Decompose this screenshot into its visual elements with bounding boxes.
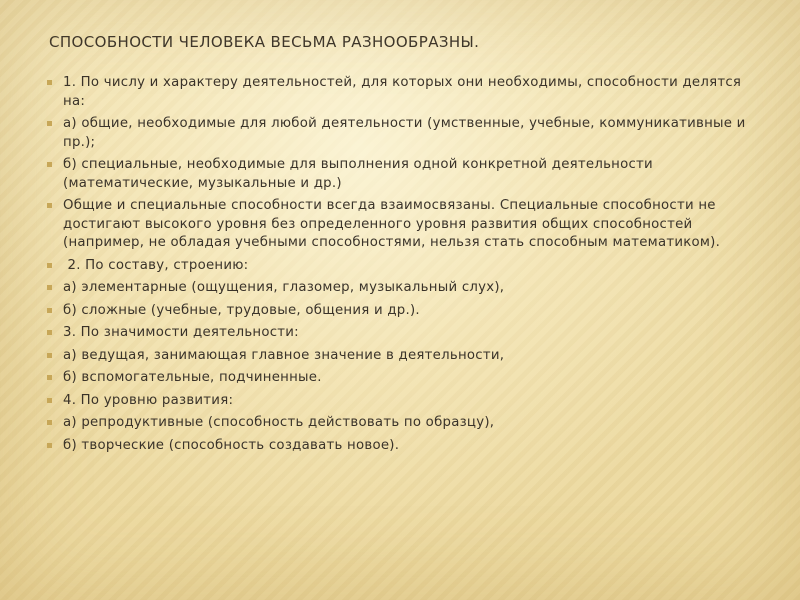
bullet-item bbox=[47, 257, 757, 276]
bullet-marker-icon bbox=[47, 80, 52, 85]
bullet-text: 2. По составу, строению: bbox=[63, 257, 249, 273]
bullet-text: б) творческие (способность создавать новое). bbox=[63, 437, 400, 453]
bullet-item bbox=[47, 302, 757, 321]
bullet-item bbox=[47, 324, 757, 343]
bullet-text: 3. По значимости деятельности: bbox=[63, 325, 299, 340]
bullet-marker-icon bbox=[47, 420, 52, 425]
bullet-marker-icon bbox=[47, 203, 52, 208]
bullet-marker-icon bbox=[47, 162, 52, 167]
bullet-marker-icon bbox=[47, 263, 52, 268]
bullet-marker-icon bbox=[47, 353, 52, 358]
bullet-text: 1. По числу и характеру деятельностей, для которых они необходимы, способности делятся на: bbox=[63, 75, 742, 109]
bullet-text: а) общие, необходимые для любой деятельности (умственные, учебные, коммуникативные и пр.); bbox=[63, 116, 746, 150]
bullet-item bbox=[47, 197, 757, 253]
bullet-text: б) вспомогательные, подчиненные. bbox=[63, 370, 322, 385]
bullet-list bbox=[47, 74, 757, 459]
bullet-item bbox=[47, 347, 757, 366]
bullet-item bbox=[47, 74, 757, 111]
bullet-item bbox=[47, 156, 757, 193]
bullet-marker-icon bbox=[47, 443, 52, 448]
slide-title: СПОСОБНОСТИ ЧЕЛОВЕКА ВЕСЬМА РАЗНООБРАЗНЫ. bbox=[49, 33, 480, 51]
bullet-marker-icon bbox=[47, 308, 52, 313]
bullet-item bbox=[47, 437, 757, 456]
bullet-text: Общие и специальные способности всегда взаимосвязаны. Специальные способности не достигают высокого уровня без определенного уровня развития общих способностей (например, не обладая учебными способностями, нельзя стать способным математиком). bbox=[63, 198, 721, 250]
bullet-marker-icon bbox=[47, 398, 52, 403]
bullet-text: а) элементарные (ощущения, глазомер, музыкальный слух), bbox=[63, 280, 505, 295]
bullet-item bbox=[47, 392, 757, 411]
bullet-item bbox=[47, 414, 757, 433]
bullet-text: а) репродуктивные (способность действовать по образцу), bbox=[63, 415, 495, 430]
bullet-item bbox=[47, 115, 757, 152]
bullet-text: б) сложные (учебные, трудовые, общения и др.). bbox=[63, 302, 420, 318]
bullet-text: а) ведущая, занимающая главное значение в деятельности, bbox=[63, 347, 505, 363]
bullet-text: б) специальные, необходимые для выполнения одной конкретной деятельности (математические, музыкальные и др.) bbox=[63, 157, 653, 191]
bullet-text: 4. По уровню развития: bbox=[63, 392, 234, 408]
bullet-marker-icon bbox=[47, 330, 52, 335]
bullet-item bbox=[47, 279, 757, 298]
bullet-item bbox=[47, 369, 757, 388]
bullet-marker-icon bbox=[47, 375, 52, 380]
bullet-marker-icon bbox=[47, 121, 52, 126]
bullet-marker-icon bbox=[47, 285, 52, 290]
